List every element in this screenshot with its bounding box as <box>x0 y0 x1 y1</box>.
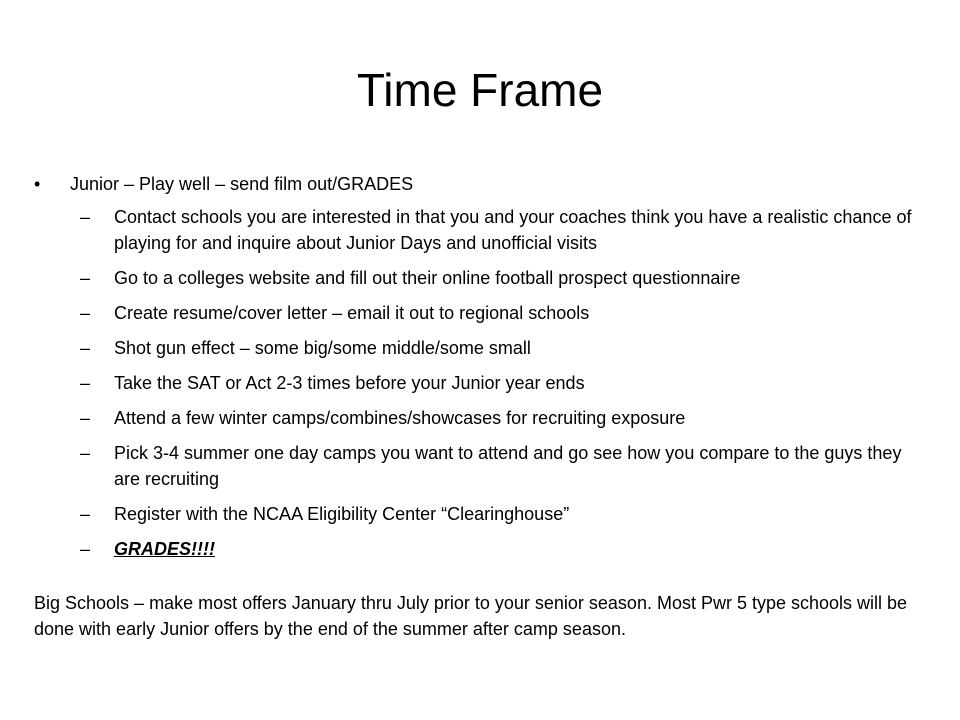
dash-marker: – <box>80 504 91 524</box>
sub-bullet-text: Attend a few winter camps/combines/showcases for recruiting exposure <box>114 408 686 428</box>
sub-bullet-item <box>34 265 924 291</box>
main-bullet-text: Junior – Play well – send film out/GRADES <box>70 174 414 194</box>
sub-bullet-text: Go to a colleges website and fill out their online football prospect questionnaire <box>114 268 741 288</box>
slide-title: Time Frame <box>356 64 604 116</box>
sub-bullet-text: Register with the NCAA Eligibility Center “Clearinghouse” <box>114 504 570 524</box>
dash-marker: – <box>80 373 91 393</box>
main-bullet <box>34 171 924 197</box>
dash-marker: – <box>80 303 91 323</box>
sub-bullet-item <box>34 300 924 326</box>
sub-bullet-item <box>34 501 924 527</box>
grades-emphasis-text: GRADES!!!! <box>114 539 215 559</box>
dash-marker: – <box>80 408 91 428</box>
sub-bullet-item <box>34 536 924 562</box>
sub-bullet-text: Contact schools you are interested in that you and your coaches think you have a realistic chance of playing for and inquire about Junior Days and unofficial visits <box>114 207 912 253</box>
sub-bullet-item <box>34 335 924 361</box>
sub-bullet-item <box>34 405 924 431</box>
bullet-marker: • <box>34 174 41 194</box>
dash-marker: – <box>80 443 91 463</box>
sub-bullet-text: Take the SAT or Act 2-3 times before your Junior year ends <box>114 373 585 393</box>
sub-bullet-item <box>34 204 924 256</box>
sub-bullet-list <box>34 204 924 562</box>
closing-paragraph: Big Schools – make most offers January thru July prior to your senior season. Most Pwr 5 type schools will be done with early Junior offers by the end of the summer after camp season. <box>34 593 908 639</box>
dash-marker: – <box>80 338 91 358</box>
dash-marker: – <box>80 268 91 288</box>
sub-bullet-text: Shot gun effect – some big/some middle/some small <box>114 338 531 358</box>
slide-content <box>34 171 924 642</box>
sub-bullet-text: Create resume/cover letter – email it out to regional schools <box>114 303 590 323</box>
sub-bullet-item <box>34 440 924 492</box>
sub-bullet-item <box>34 370 924 396</box>
dash-marker: – <box>80 539 91 559</box>
dash-marker: – <box>80 207 91 227</box>
sub-bullet-text: Pick 3-4 summer one day camps you want to attend and go see how you compare to the guys they are recruiting <box>114 443 902 489</box>
